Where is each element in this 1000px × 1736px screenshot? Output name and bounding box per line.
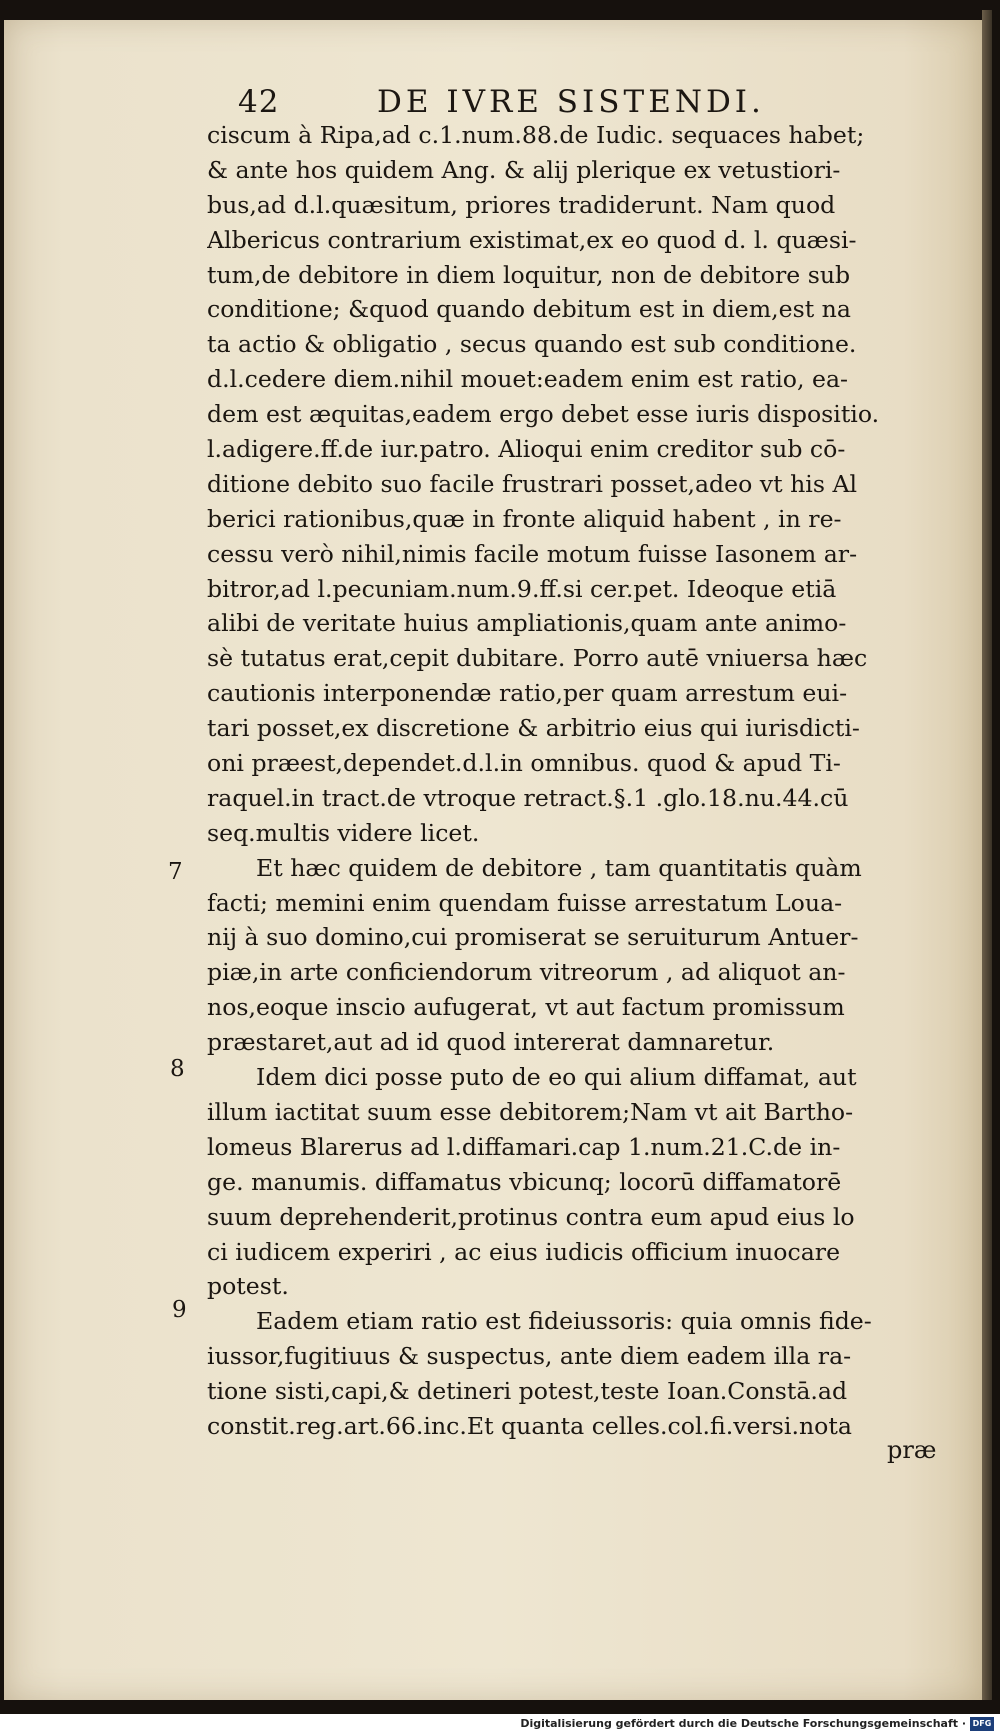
text-line: cessu verò nihil,nimis facile motum fuisse Iasonem ar- — [207, 539, 858, 568]
text-line: & ante hos quidem Ang. & alij plerique ex vetustiori- — [207, 155, 841, 184]
text-line: tione sisti,capi,& detineri potest,teste Ioan.Constā.ad — [207, 1377, 848, 1406]
text-line: seq.multis videre licet. — [207, 818, 480, 847]
text-line: oni præest,dependet.d.l.in omnibus. quod & apud Ti- — [207, 749, 841, 778]
book-edge — [982, 10, 992, 1700]
text-line: potest. — [207, 1272, 289, 1301]
text-line: cautionis interponendæ ratio,per quam arrestum eui- — [207, 679, 848, 708]
text-line: ta actio & obligatio , secus quando est sub conditione. — [207, 330, 857, 359]
digitization-footer — [0, 1714, 1000, 1736]
text-line: facti; memini enim quendam fuisse arrestatum Loua- — [207, 888, 843, 917]
text-line: ge. manumis. diffamatus vbicunq; locorū diffamatorē — [207, 1167, 842, 1196]
text-line: tari posset,ex discretione & arbitrio eius qui iurisdicti- — [207, 714, 860, 743]
text-line: nos,eoque inscio aufugerat, vt aut factum promissum — [207, 993, 845, 1022]
page-number: 42 — [238, 84, 280, 120]
running-head: DE IVRE SISTENDI. — [377, 84, 765, 120]
text-line: constit.reg.art.66.inc.Et quanta celles.col.fi.versi.nota — [207, 1411, 852, 1440]
text-line: Et hæc quidem de debitore , tam quantitatis quàm — [256, 853, 862, 882]
text-line: berici rationibus,quæ in fronte aliquid habent , in re- — [207, 504, 842, 533]
text-line: tum,de debitore in diem loquitur, non de debitore sub — [207, 260, 851, 289]
text-line: præstaret,aut ad id quod intererat damnaretur. — [207, 1028, 775, 1057]
text-block — [207, 118, 942, 1444]
text-line: l.adigere.ff.de iur.patro. Alioqui enim creditor sub cō- — [207, 435, 846, 464]
text-line: alibi de veritate huius ampliationis,quam ante animo- — [207, 609, 847, 638]
margin-number-9: 9 — [172, 1297, 187, 1323]
text-line: suum deprehenderit,protinus contra eum apud eius lo — [207, 1202, 855, 1231]
text-line: Albericus contrarium existimat,ex eo quod d. l. quæsi- — [207, 225, 857, 254]
text-line: ciscum à Ripa,ad c.1.num.88.de Iudic. sequaces habet; — [207, 121, 865, 149]
text-line: illum iactitat suum esse debitorem;Nam vt ait Bartho- — [207, 1097, 854, 1126]
text-line: iussor,fugitiuus & suspectus, ante diem eadem illa ra- — [207, 1342, 852, 1371]
text-line: Eadem etiam ratio est fideiussoris: quia omnis fide- — [256, 1307, 872, 1336]
text-line: bus,ad d.l.quæsitum, priores tradiderunt. Nam quod — [207, 190, 836, 219]
text-line: Idem dici posse puto de eo qui alium diffamat, aut — [256, 1063, 857, 1092]
margin-number-7: 7 — [168, 859, 183, 885]
text-line: piæ,in arte conficiendorum vitreorum , ad aliquot an- — [207, 958, 846, 987]
footer-credit: Digitalisierung gefördert durch die Deutsche Forschungsgemeinschaft · — [520, 1717, 966, 1730]
dfg-logo: DFG — [970, 1717, 994, 1731]
text-line: nij à suo domino,cui promiserat se seruiturum Antuer- — [207, 923, 859, 952]
text-line: ci iudicem experiri , ac eius iudicis officium inuocare — [207, 1237, 841, 1266]
text-line: raquel.in tract.de vtroque retract.§.1 .glo.18.nu.44.cū — [207, 783, 849, 812]
catchword: præ — [887, 1436, 937, 1464]
text-line: lomeus Blarerus ad l.diffamari.cap 1.num.21.C.de in- — [207, 1132, 841, 1161]
text-line: d.l.cedere diem.nihil mouet:eadem enim est ratio, ea- — [207, 365, 848, 394]
text-line: bitror,ad l.pecuniam.num.9.ff.si cer.pet. Ideoque etiā — [207, 574, 837, 603]
text-line: dem est æquitas,eadem ergo debet esse iuris dispositio. — [207, 400, 880, 429]
margin-number-8: 8 — [170, 1056, 185, 1082]
text-line: conditione; &quod quando debitum est in diem,est na — [207, 295, 851, 324]
text-line: sè tutatus erat,cepit dubitare. Porro autē vniuersa hæc — [207, 644, 868, 673]
text-line: ditione debito suo facile frustrari posset,adeo vt his Al — [207, 469, 858, 498]
